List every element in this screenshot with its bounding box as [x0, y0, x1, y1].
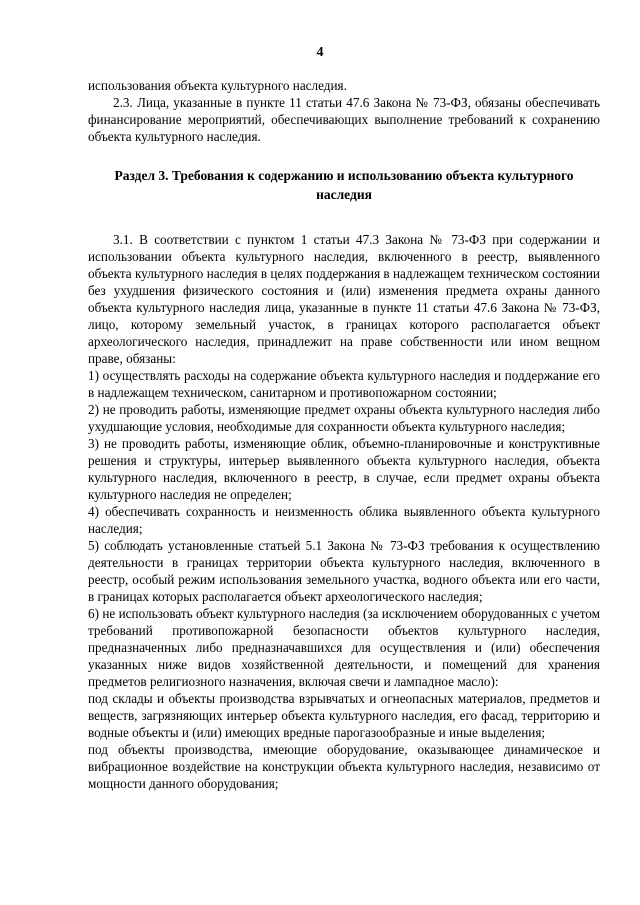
list-item-6: 6) не использовать объект культурного наследия (за исключением оборудованных с учетом требований противопожарной безопасности объектов культурного наследия, предназначенных либо предназначавшихся для осуществления и (или) обеспечения указанных ниже видов хозяйственной деятельности, и помещений для хранения предметов религиозного назначения, включая свечи и лампадное масло): [88, 606, 600, 689]
list-item-3: 3) не проводить работы, изменяющие облик, объемно-планировочные и конструктивные решения и структуры, интерьер выявленного объекта культурного наследия, объекта культурного наследия, включенного в реестр, в случае, если предмет охраны объекта культурного наследия не определен; [88, 436, 600, 502]
sub-item-production: под объекты производства, имеющие оборудование, оказывающее динамическое и вибрационное воздействие на конструкции объекта культурного наследия, независимо от мощности данного оборудования; [88, 742, 600, 791]
list-item-1: 1) осуществлять расходы на содержание объекта культурного наследия и поддержание его в надлежащем техническом, санитарном и противопожарном состоянии; [88, 368, 600, 400]
paragraph-2-3: 2.3. Лица, указанные в пункте 11 статьи 47.6 Закона № 73-ФЗ, обязаны обеспечивать финансирование мероприятий, обеспечивающих выполнение требований к сохранению объекта культурного наследия. [88, 95, 600, 144]
sub-item-warehouses: под склады и объекты производства взрывчатых и огнеопасных материалов, предметов и веществ, загрязняющих интерьер объекта культурного наследия, его фасад, территорию и водные объекты и (или) имеющих вредные парогазообразные и иные выделения; [88, 691, 600, 740]
document-body [88, 77, 600, 792]
paragraph-3-1: 3.1. В соответствии с пунктом 1 статьи 47.3 Закона № 73-ФЗ при содержании и использовании объекта культурного наследия, включенного в реестр, выявленного объекта культурного наследия в целях поддержания в надлежащем техническом состоянии без ухудшения физического состояния и (или) изменения предмета охраны данного объекта культурного наследия лица, указанные в пункте 11 статьи 47.6 Закона № 73-ФЗ, лицо, которому земельный участок, в границах которого располагается объект археологического наследия, принадлежит на праве собственности или ином вещном праве, обязаны: [88, 232, 600, 366]
page-number: 4 [316, 45, 324, 60]
list-item-4: 4) обеспечивать сохранность и неизменность облика выявленного объекта культурного наследия; [88, 504, 600, 536]
paragraph-continuation: использования объекта культурного наследия. [88, 78, 347, 93]
section-3-heading: Раздел 3. Требования к содержанию и использованию объекта культурного наследия [114, 168, 574, 202]
list-item-2: 2) не проводить работы, изменяющие предмет охраны объекта культурного наследия либо ухудшающие условия, необходимые для сохранности объекта культурного наследия; [88, 402, 600, 434]
list-item-5: 5) соблюдать установленные статьей 5.1 Закона № 73-ФЗ требования к осуществлению деятельности в границах территории объекта культурного наследия, включенного в реестр, особый режим использования земельного участка, водного объекта или его части, в границах которых располагается объект археологического наследия; [88, 538, 600, 604]
